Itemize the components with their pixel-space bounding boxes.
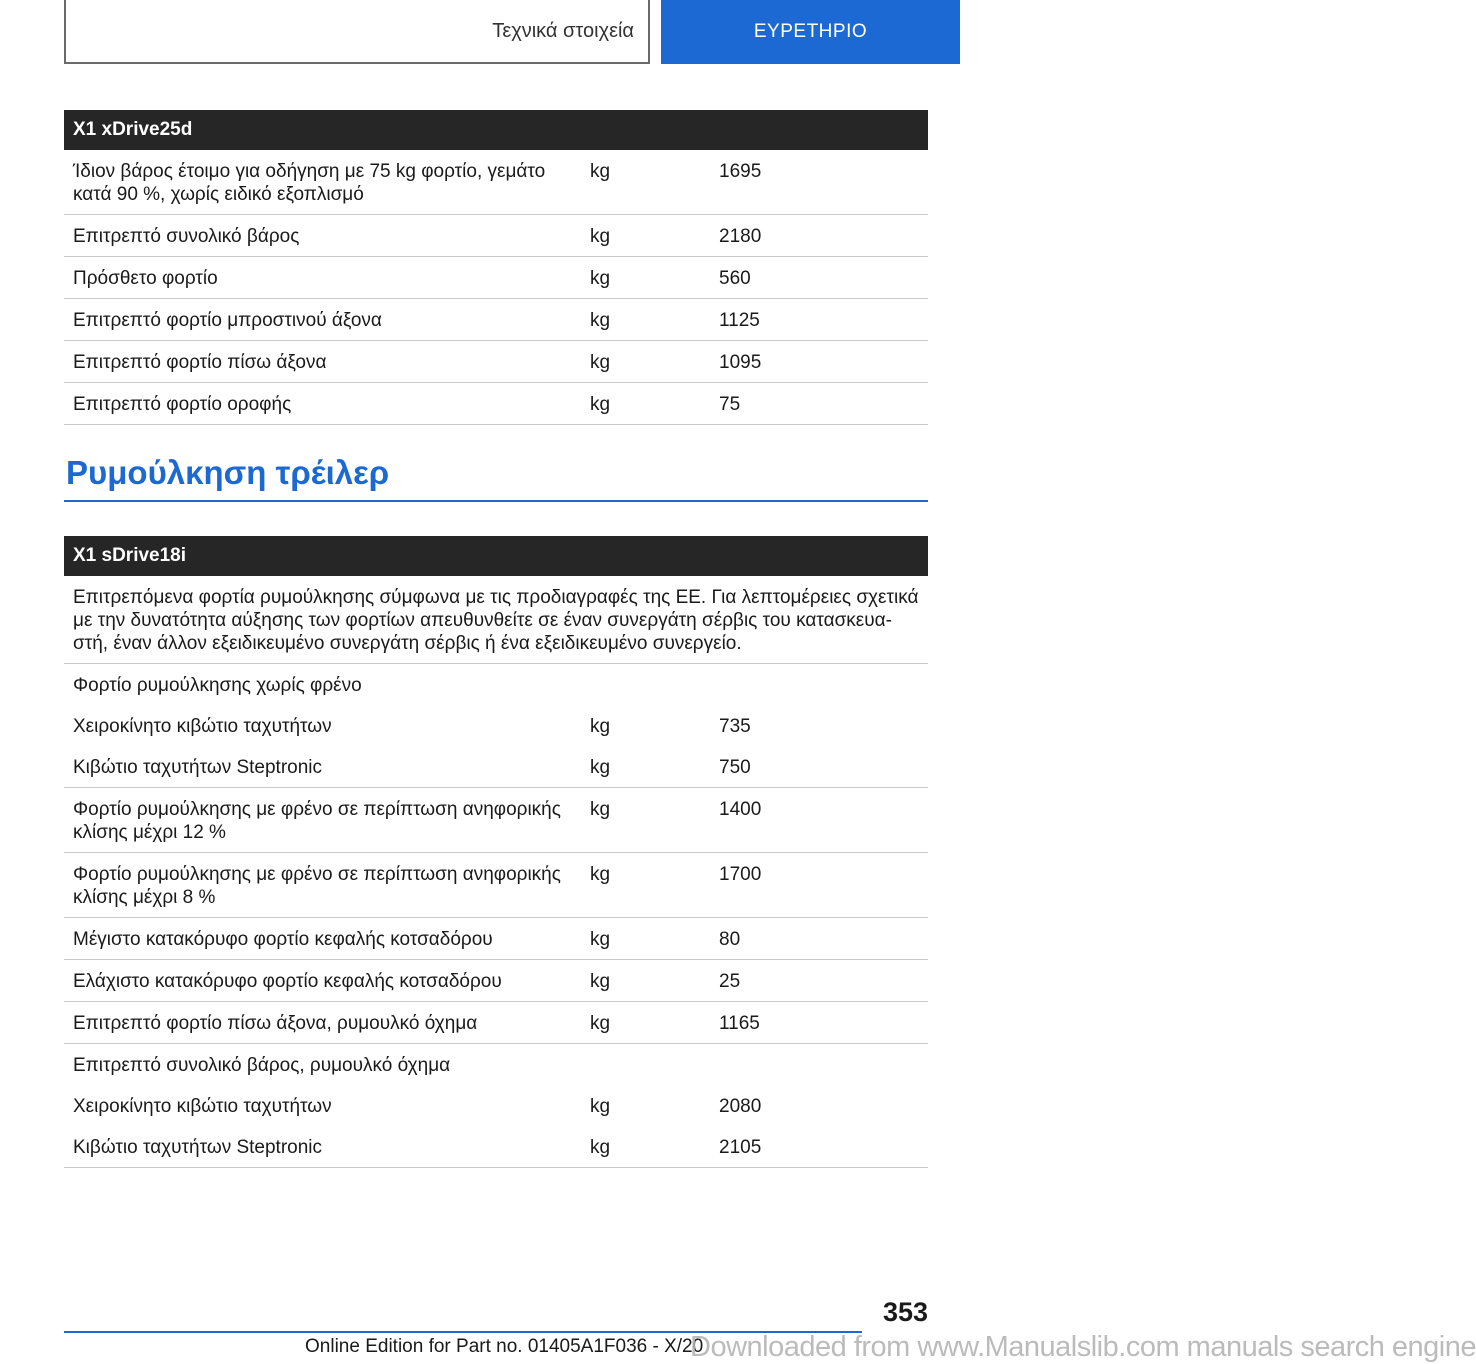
weights-table-header: X1 xDrive25d <box>64 110 928 150</box>
weights-table <box>64 110 928 425</box>
row-value: 25 <box>719 971 741 992</box>
row-label: Επιτρεπτό φορτίο οροφής <box>73 394 292 415</box>
row-label: Επιτρεπτό συνολικό βάρος <box>73 226 300 247</box>
edition-text: Online Edition for Part no. 01405A1F036 - X/20 <box>305 1336 704 1357</box>
chapter-tab[interactable] <box>64 0 650 64</box>
row-unit: kg <box>590 1096 611 1117</box>
table-row <box>64 853 928 918</box>
row-unit: kg <box>590 394 611 415</box>
row-value: 1095 <box>719 352 762 373</box>
index-tab[interactable] <box>661 0 960 64</box>
row-value: 80 <box>719 929 741 950</box>
table-row <box>64 150 928 215</box>
table-intro-text: Επιτρεπόμενα φορτία ρυμούλκησης σύμφωνα με τις προδιαγραφές της ΕΕ. Για λεπτομέρειες σχετικά με την δυνατότητα αύξησης των φορτίων απευθυνθείτε σε έναν συνεργάτη σέρβις του κατασκευα-στή, έναν άλλον εξειδικευμένο συνεργάτη σέρβις ή ένα εξειδικευμένο συνεργείο. <box>73 587 919 654</box>
row-label: Επιτρεπτό φορτίο πίσω άξονα, ρυμουλκό όχημα <box>73 1013 478 1034</box>
table-row <box>64 299 928 341</box>
table-row <box>64 664 928 705</box>
row-value: 1165 <box>719 1013 760 1034</box>
row-unit: kg <box>590 352 611 373</box>
row-label: Επιτρεπτό φορτίο πίσω άξονα <box>73 352 327 373</box>
row-value: 1400 <box>719 799 762 820</box>
chapter-tab-label: Τεχνικά στοιχεία <box>492 19 634 42</box>
table-row <box>64 788 928 853</box>
section-title <box>64 454 928 502</box>
row-label: Ίδιον βάρος έτοιμο για οδήγηση με 75 kg φορτίο, γεμάτο κατά 90 %, χωρίς ειδικό εξοπλισμό <box>73 161 546 205</box>
row-label: Μέγιστο κατακόρυφο φορτίο κεφαλής κοτσαδόρου <box>73 929 493 950</box>
row-unit: kg <box>590 864 611 885</box>
row-value: 2080 <box>719 1096 762 1117</box>
row-value: 1125 <box>719 310 760 331</box>
watermark: Downloaded from www.Manualslib.com manuals search engine <box>690 1331 1476 1363</box>
row-value: 1695 <box>719 161 762 182</box>
table-row <box>64 1085 928 1126</box>
table-row <box>64 1126 928 1168</box>
trailer-table-header: X1 sDrive18i <box>64 536 928 576</box>
table-row <box>64 215 928 257</box>
row-value: 560 <box>719 268 751 289</box>
row-label: Πρόσθετο φορτίο <box>73 268 218 289</box>
table-row <box>64 1002 928 1044</box>
row-value: 735 <box>719 716 751 737</box>
row-label: Κιβώτιο ταχυτήτων Steptronic <box>73 757 323 778</box>
page-number: 353 <box>882 1297 928 1327</box>
row-label: Χειροκίνητο κιβώτιο ταχυτήτων <box>73 1096 332 1117</box>
table-row <box>64 383 928 425</box>
row-unit: kg <box>590 226 611 247</box>
top-navigation <box>0 0 960 66</box>
row-unit: kg <box>590 799 611 820</box>
row-unit: kg <box>590 310 611 331</box>
row-label: Επιτρεπτό φορτίο μπροστινού άξονα <box>73 310 382 331</box>
table-row <box>64 341 928 383</box>
row-label: Φορτίο ρυμούλκησης χωρίς φρένο <box>73 675 362 696</box>
row-value: 2180 <box>719 226 762 247</box>
row-label: Ελάχιστο κατακόρυφο φορτίο κεφαλής κοτσαδόρου <box>73 971 502 992</box>
row-unit: kg <box>590 1013 611 1034</box>
row-unit: kg <box>590 268 611 289</box>
table-row <box>64 918 928 960</box>
row-unit: kg <box>590 929 611 950</box>
row-label: Φορτίο ρυμούλκησης με φρένο σε περίπτωση ανηφορικής κλίσης μέχρι 8 % <box>73 864 561 908</box>
table-row <box>64 705 928 746</box>
row-unit: kg <box>590 757 611 778</box>
row-label: Κιβώτιο ταχυτήτων Steptronic <box>73 1137 323 1158</box>
table-intro-row <box>64 576 928 664</box>
trailer-table <box>64 536 928 1168</box>
table-row <box>64 257 928 299</box>
row-unit: kg <box>590 716 611 737</box>
table-row <box>64 960 928 1002</box>
row-unit: kg <box>590 161 611 182</box>
section-title-text: Ρυμούλκηση τρέιλερ <box>66 454 390 491</box>
row-unit: kg <box>590 1137 611 1158</box>
row-label: Επιτρεπτό συνολικό βάρος, ρυμουλκό όχημα <box>73 1055 451 1076</box>
row-label: Χειροκίνητο κιβώτιο ταχυτήτων <box>73 716 332 737</box>
table-row <box>64 1044 928 1085</box>
row-value: 1700 <box>719 864 762 885</box>
row-unit: kg <box>590 971 611 992</box>
row-value: 2105 <box>719 1137 762 1158</box>
row-label: Φορτίο ρυμούλκησης με φρένο σε περίπτωση ανηφορικής κλίσης μέχρι 12 % <box>73 799 561 843</box>
table-row <box>64 746 928 788</box>
row-value: 750 <box>719 757 751 778</box>
index-tab-label: ΕΥΡΕΤΗΡΙΟ <box>753 21 868 42</box>
row-value: 75 <box>719 394 741 415</box>
